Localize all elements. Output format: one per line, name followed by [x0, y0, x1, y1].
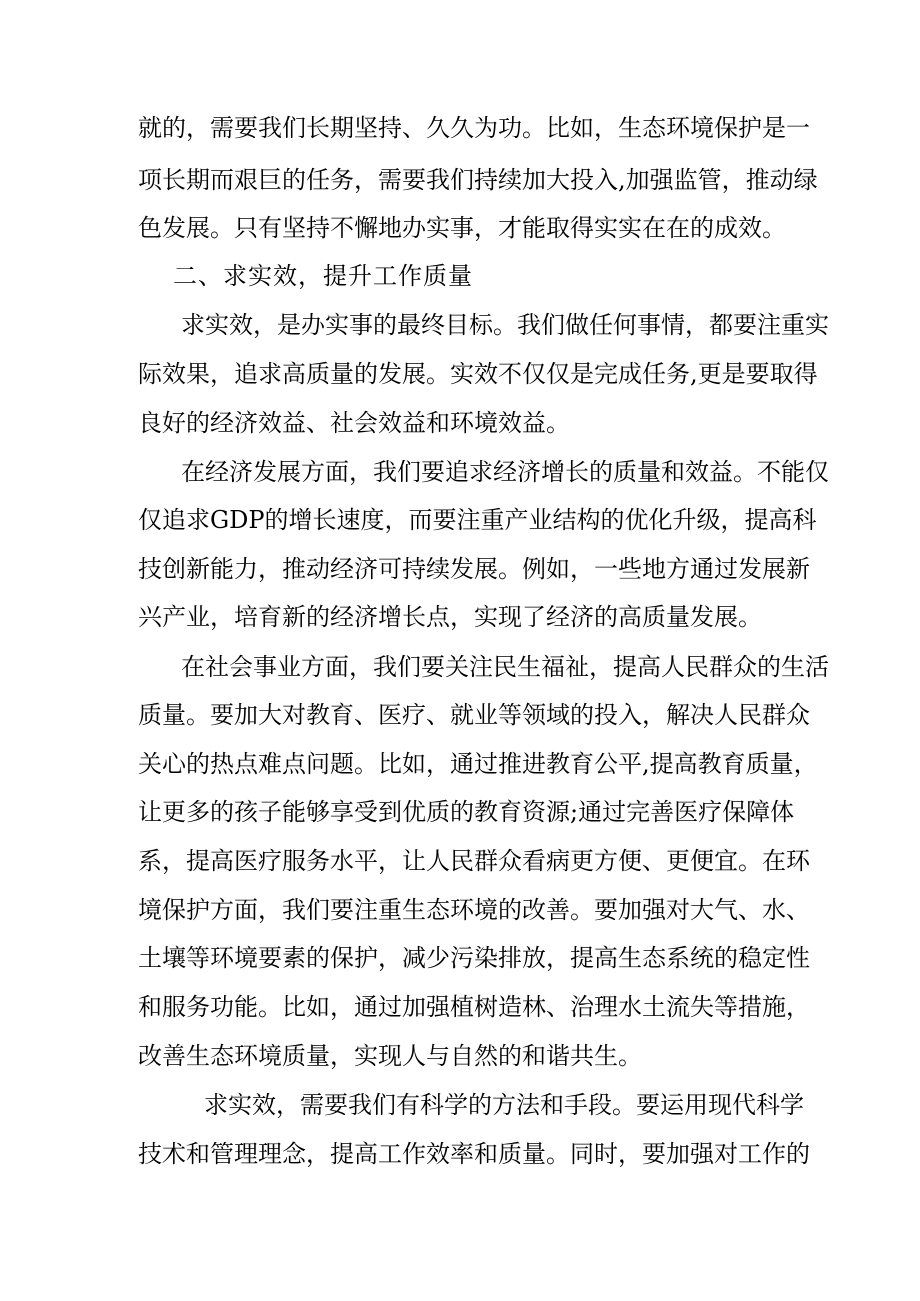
paragraph-line: 项长期而艰巨的任务，需要我们持续加大投入,加强监管，推动绿	[138, 166, 818, 194]
paragraph-line: 求实效，是办实事的最终目标。我们做任何事情，都要注重实	[181, 311, 829, 339]
paragraph-line: 境保护方面，我们要注重生态环境的改善。要加强对大气、水、	[138, 896, 810, 924]
paragraph-line: 就的，需要我们长期坚持、久久为功。比如，生态环境保护是一	[138, 114, 810, 142]
section-heading: 二、求实效，提升工作质量	[173, 262, 473, 290]
paragraph-line: 兴产业，培育新的经济增长点，实现了经济的高质量发展。	[138, 603, 762, 631]
paragraph-line: 求实效，需要我们有科学的方法和手段。要运用现代科学	[204, 1091, 804, 1119]
paragraph-line: 在经济发展方面，我们要追求经济增长的质量和效益。不能仅	[181, 458, 829, 486]
paragraph-line: 系，提高医疗服务水平，让人民群众看病更方便、更便宜。在环	[138, 847, 810, 875]
paragraph-line: 际效果，追求高质量的发展。实效不仅仅是完成任务,更是要取得	[138, 360, 818, 388]
paragraph-line: 让更多的孩子能够享受到优质的教育资源;通过完善医疗保障体	[138, 798, 795, 826]
paragraph-line: 技术和管理理念，提高工作效率和质量。同时，要加强对工作的	[138, 1140, 810, 1168]
paragraph-line: 和服务功能。比如，通过加强植树造林、治理水土流失等措施，	[138, 993, 810, 1021]
paragraph-line: 在社会事业方面，我们要关注民生福祉，提高人民群众的生活	[181, 653, 829, 681]
paragraph-line: 仅追求GDP的增长速度，而要注重产业结构的优化升级，提高科	[138, 506, 817, 534]
paragraph-line: 技创新能力，推动经济可持续发展。例如，一些地方通过发展新	[138, 555, 810, 583]
paragraph-line: 土壤等环境要素的保护，减少污染排放，提高生态系统的稳定性	[138, 944, 810, 972]
paragraph-line: 良好的经济效益、社会效益和环境效益。	[138, 409, 570, 437]
paragraph-line: 关心的热点难点问题。比如，通过推进教育公平,提高教育质量，	[138, 750, 818, 778]
paragraph-line: 改善生态环境质量，实现人与自然的和谐共生。	[138, 1042, 642, 1070]
paragraph-line: 质量。要加大对教育、医疗、就业等领域的投入，解决人民群众	[138, 701, 810, 729]
paragraph-line: 色发展。只有坚持不懈地办实事，才能取得实实在在的成效。	[138, 214, 786, 242]
